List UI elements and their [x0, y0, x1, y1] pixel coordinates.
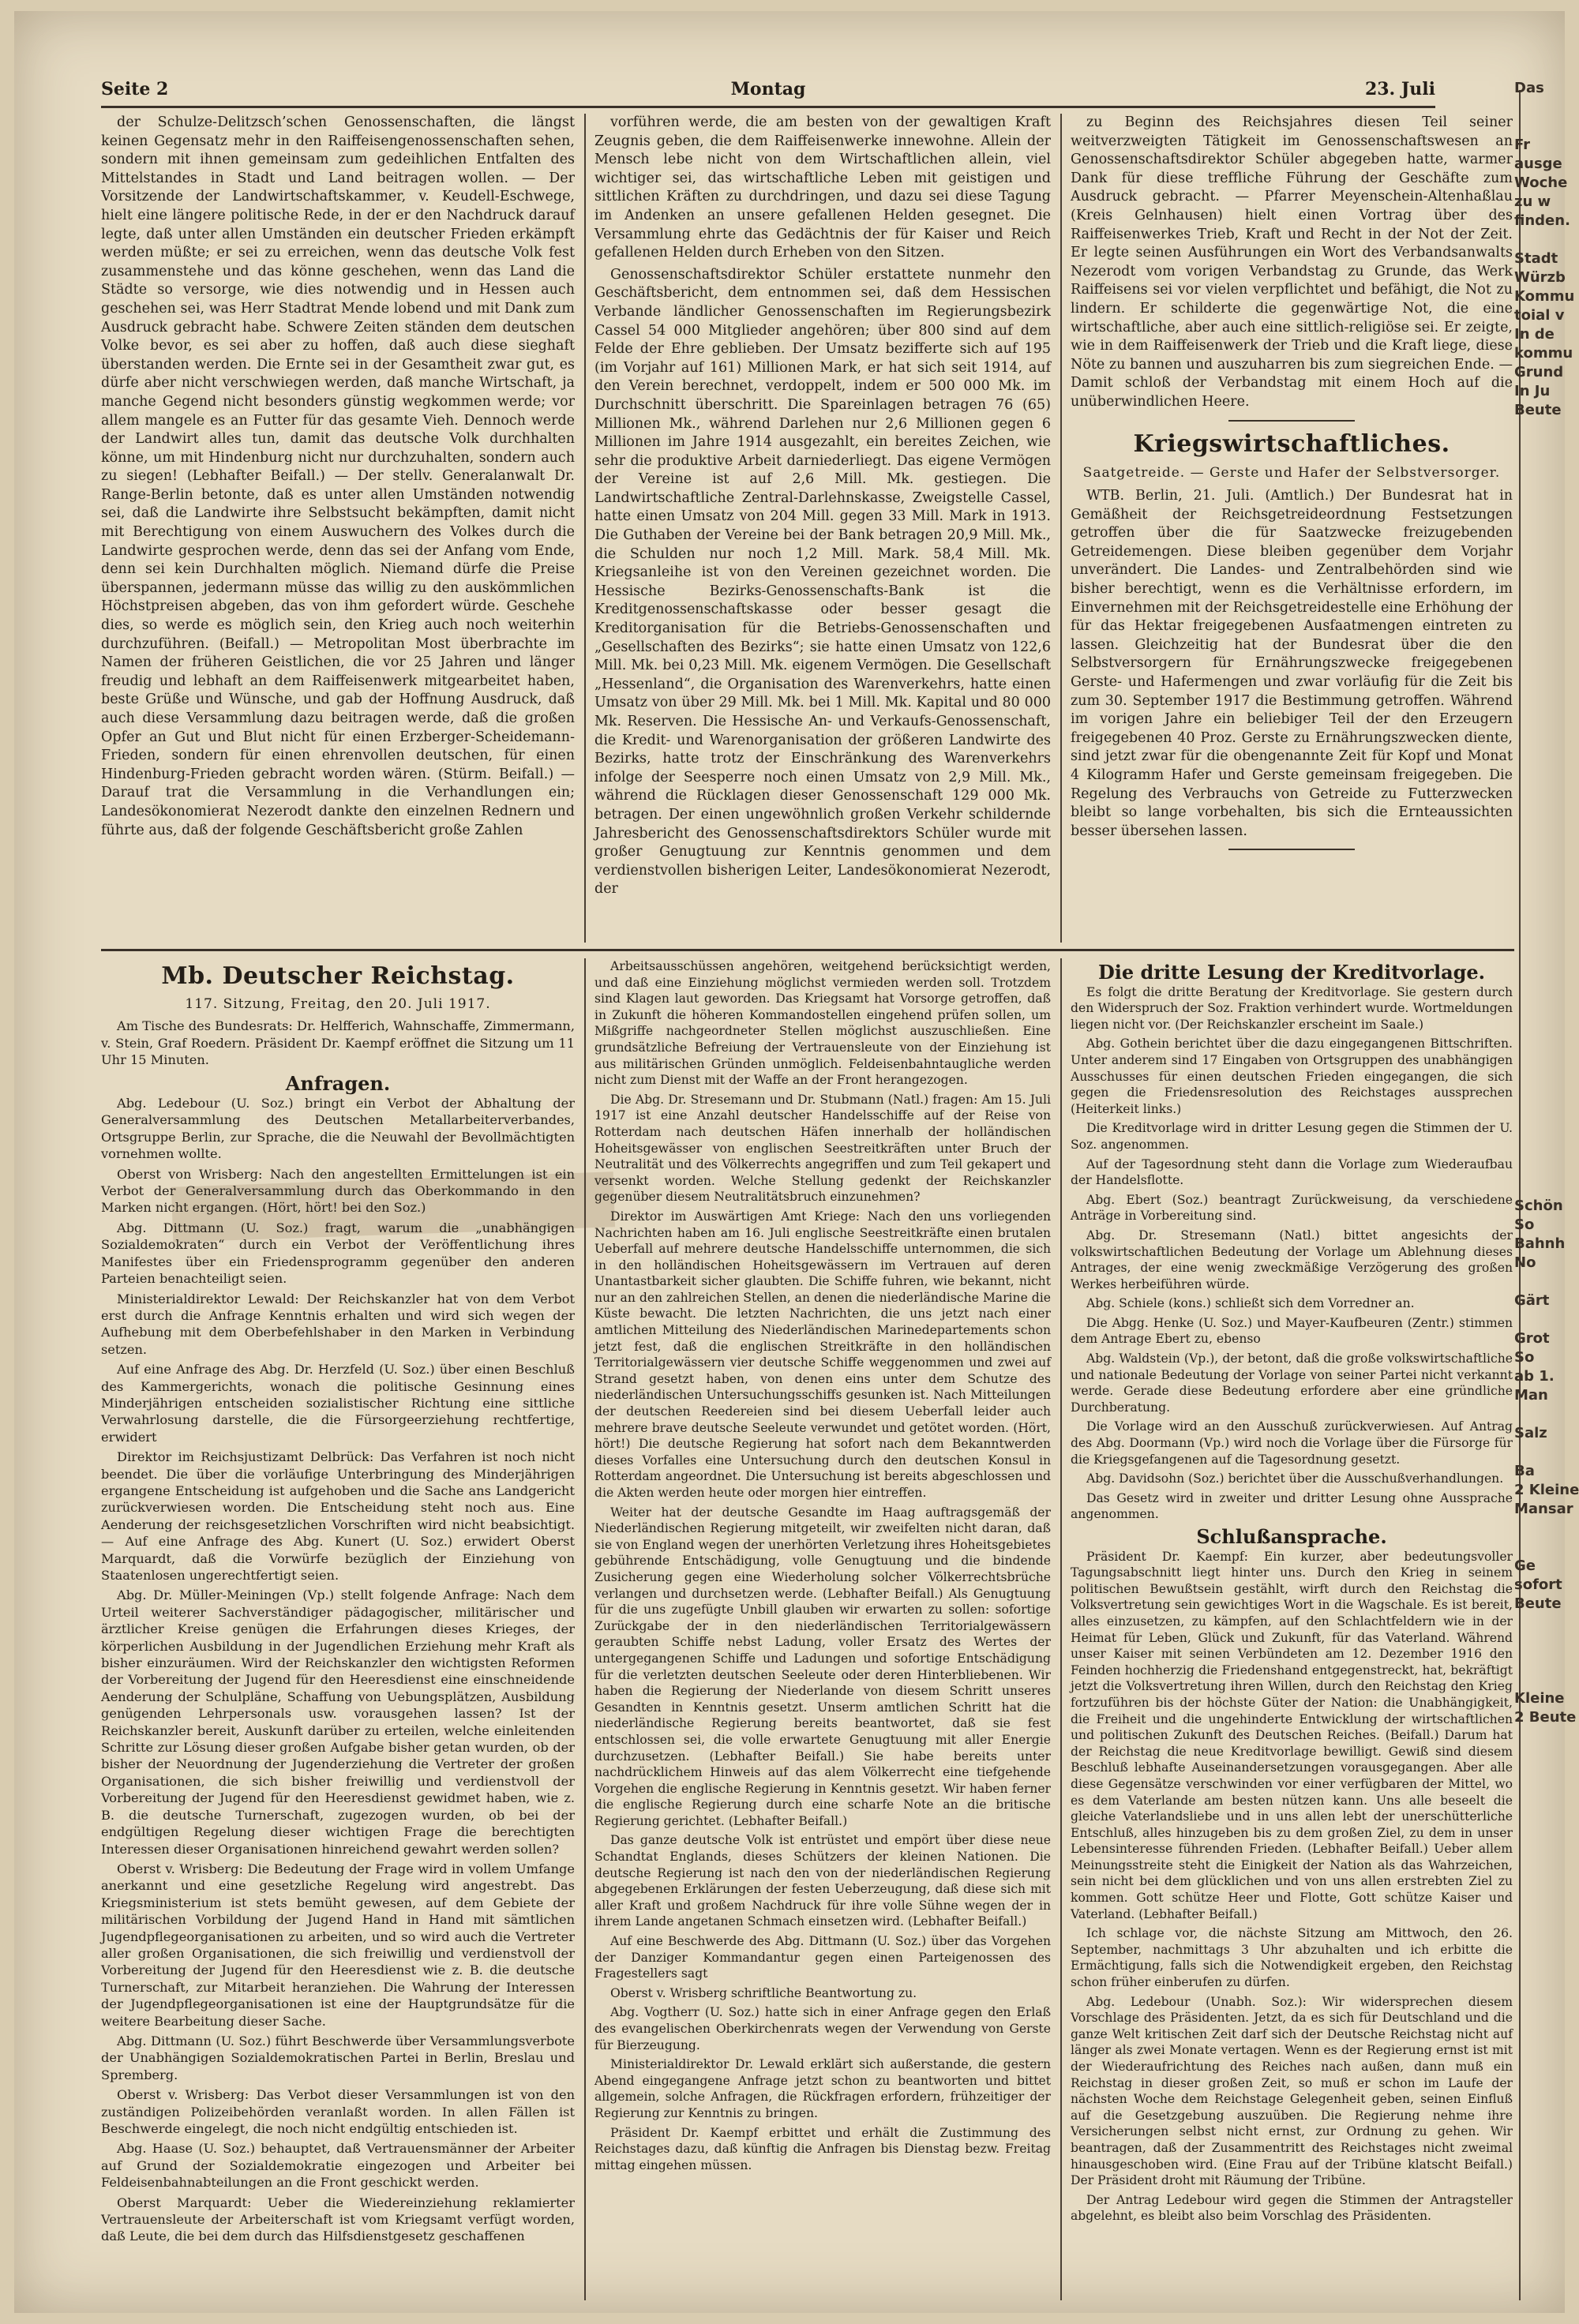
paragraph: Ministerialdirektor Lewald: Der Reichskanzler hat von dem Verbot erst durch die Anfrage Kenntnis erhalten und wird sich wegen der Aufhebung mit dem Oberbefehlshaber in den Marken in Verbindung setzen. [101, 1291, 575, 1357]
paragraph: WTB. Berlin, 21. Juli. (Amtlich.) Der Bundesrat hat in Gemäßheit der Reichsgetreideordnung Festsetzungen getroffen über die für Saatzwecke freizugebenden Getreidemengen. Diese bleiben gegenüber dem Vorjahr unverändert. Die Landes- und Zentralbehörden sind wie bisher berechtigt, wenn es die Verhältnisse erfordern, im Einvernehmen mit der Reichsgetreidestelle eine Erhöhung der für das Hektar freigegebenen Ausfaatmengen eintreten zu lassen. Gleichzeitig hat der Bundesrat über die den Selbstversorgern für Ernährungszwecke freigegebenen Gerste- und Hafermengen und zwar vorläufig für die Zeit bis zum 30. September 1917 die Bestimmung getroffen. Während im vorigen Jahre ein beliebiger Teil der den Erzeugern freigegebenen 40 Proz. Gerste zu Ernährungszwecken diente, sind jetzt zwar für die obengenannte Zeit für Kopf und Monat 4 Kilogramm Hafer und Gerste gemeinsam freigegeben. Die Regelung des Verbrauchs von Getreide zu Futterzwecken bleibt so lange vorbehalten, bis sich die Ernteaussichten besser übersehen lassen. [1071, 488, 1513, 839]
reichstag-title: Mb. Deutscher Reichstag. [161, 962, 515, 990]
paragraph: Arbeitsausschüssen angehören, weitgehend berücksichtigt werden, und daß eine Einziehung möglichst vermieden werden soll. Trotzdem sind Klagen laut geworden. Das Kriegsamt hat Vorsorge getroffen, daß in Zukunft die höheren Kommandostellen eingehend prüfen sollen, um Mißgriffe nachgeordneter Stellen möglichst auszuschließen. Eine grundsätzliche Befreiung der Vertrauensleute von der Einziehung ist aus militärischen Gründen unmöglich. Feldeisenbahntaugliche werden nicht zum Dienst mit der Waffe an der Front herangezogen. [594, 959, 1051, 1088]
paragraph: Abg. Dittmann (U. Soz.) führt Beschwerde über Versammlungsverbote der Unabhängigen Sozialdemokratischen Partei in Berlin, Breslau und Spremberg. [101, 2033, 575, 2082]
paragraph: Abg. Davidsohn (Soz.) berichtet über die Ausschußverhandlungen. [1086, 1471, 1504, 1486]
paragraph: Der Antrag Ledebour wird gegen die Stimmen der Antragsteller abgelehnt, es bleibt also beim Vorschlag des Präsidenten. [1071, 2192, 1513, 2224]
paragraph: Abg. Haase (U. Soz.) behauptet, daß Vertrauensmänner der Arbeiter auf Grund der Sozialdemokratie eingezogen und Arbeiter bei Feldeisenbahnabteilungen an die Front geschickt werden. [101, 2141, 575, 2191]
column-a [101, 114, 575, 939]
section-rule [101, 949, 1514, 951]
paragraph: Die Abgg. Henke (U. Soz.) und Mayer-Kaufbeuren (Zentr.) stimmen dem Antrage Ebert zu, ebenso [1071, 1315, 1513, 1347]
kreditvorlage-title: Die dritte Lesung der Kreditvorlage. [1097, 961, 1486, 984]
paragraph: Genossenschaftsdirektor Schüler erstattete nunmehr den Geschäftsbericht, dem entnommen sei, daß dem Hessischen Verbande ländlicher Genossenschaften im Regierungsbezirk Cassel 54 000 Mitglieder angehören; über 800 sind auf dem Felde der Ehre geblieben. Der Umsatz bezifferte sich auf 195 (im Vorjahr auf 161) Millionen Mark, er hat sich seit 1914, auf den Verein berechnet, verdoppelt, indem er 500 000 Mk. im Durchschnitt überschritt. Die Spareinlagen betragen 76 (65) Millionen Mk., während Darlehen nur 2,6 Millionen gegen 6 Millionen im Jahre 1914 ausgezahlt, ein bereites Zeichen, wie sehr die produktive Arbeit darniederliegt. Das eigene Vermögen der Vereine ist auf 2,6 Mill. Mk. gestiegen. Die Landwirtschaftliche Zentral-Darlehnskasse, Zweigstelle Cassel, hatte einen Umsatz von 204 Mill. gegen 33 Mill. Mark in 1913. Die Guthaben der Vereine bei der Bank betragen 20,9 Mill. Mk., die Schulden nur noch 1,2 Mill. Mark. 58,4 Mill. Mk. Kriegsanleihe ist von den Vereinen gezeichnet worden. Die Hessische Bezirks-Genossenschafts-Bank ist die Kreditgenossenschaftskasse oder besser gesagt die Kreditorganisation für die Betriebs-Genossenschaften und „Gesellschaften des Bezirks“; sie hatte einen Umsatz von 122,6 Mill. Mk. bei 0,23 Mill. Mk. eigenem Vermögen. Die Gesellschaft „Hessenland“, die Organisation des Warenverkehrs, hatte einen Umsatz von über 29 Mill. Mk. bei 1 Mill. Mk. Kapital und 80 000 Mk. Reserven. Die Hessische An- und Verkaufs-Genossenschaft, die Kredit- und Warenorganisation der größeren Landwirte des Bezirks, hatte trotz der Einschränkung des Warenverkehrs infolge der Seesperre noch einen Umsatz von 2,9 Mill. Mk., während die Rücklagen dieser Genossenschaft 129 000 Mk. betragen. Der einen ungewöhnlich großen Verkehr schildernde Jahresbericht des Genossenschaftsdirektors Schüler wurde mit großer Genugtuung zur Kenntnis genommen und dem verdienstvollen bisherigen Leiter, Landesökonomierat Nezerodt, der [594, 266, 1051, 898]
paragraph: Es folgt die dritte Beratung der Kreditvorlage. Sie gestern durch den Widerspruch der Soz. Fraktion verhindert wurde. Wortmeldungen liegen nicht vor. (Der Reichskanzler erscheint im Saale.) [1071, 984, 1513, 1032]
paragraph: Abg. Dr. Müller-Meiningen (Vp.) stellt folgende Anfrage: Nach dem Urteil weiterer Sachverständiger pädagogischer, militärischer und ärztlicher Kreise genügen die Erfahrungen dieses Krieges, der körperlichen Ausbildung in der Jugendlichen Erziehung mehr Kraft als bisher einzuräumen. Wird der Reichskanzler den wichtigsten Reformen der Vorbereitung der Jugend für den Heeresdienst eine einschneidende Aenderung der Schulpläne, Schaffung von Uebungsplätzen, Ausbildung genügenden Lehrpersonals usw. vorausgehen lassen? Ist der Reichskanzler bereit, Auskunft darüber zu erteilen, welche einleitenden Schritte zur Lösung dieser großen Aufgabe bisher getan wurden, ob der bisher der Neuordnung der Jugenderziehung die Vertreter der großen Organisationen, die sich bisher freiwillig und verdienstvoll der Vorbereitung der Jugend für den Heeresdienst gewidmet haben, wie z. B. die deutsche Turnerschaft, zugezogen wurden, ob bei der endgültigen Regelung dieser wichtigen Frage die berechtigten Interessen dieser Organisationen hinreichend gewahrt werden sollen? [101, 1587, 575, 1857]
day-name: Montag [730, 79, 806, 99]
column-rule [584, 114, 586, 943]
column-b [594, 114, 1051, 939]
column-f [1071, 958, 1513, 2300]
paragraph: Oberst v. Wrisberg schriftliche Beantwortung zu. [610, 1985, 917, 2000]
section-subtitle: Saatgetreide. — Gerste und Hafer der Selbstversorger. [1082, 464, 1501, 481]
paragraph: Auf der Tagesordnung steht dann die Vorlage zum Wiederaufbau der Handelsflotte. [1071, 1156, 1513, 1188]
paragraph: Direktor im Reichsjustizamt Delbrück: Das Verfahren ist noch nicht beendet. Die über die vorläufige Unterbringung des Minderjährigen ergangene Entscheidung ist aufgehoben und die Sache ans Landgericht zurückverwiesen worden. Die Entscheidung steht noch aus. Eine Aenderung der reichsgesetzlichen Vorschriften wird nicht beabsichtigt. — Auf eine Anfrage des Abg. Kunert (U. Soz.) erwidert Oberst Marquardt, daß die Vorwürfe bezüglich der Einziehung von Staatenlosen ungerechtfertigt seien. [101, 1449, 575, 1583]
paragraph: Das Gesetz wird in zweiter und dritter Lesung ohne Aussprache angenommen. [1071, 1490, 1513, 1522]
paragraph: Weiter hat der deutsche Gesandte im Haag auftragsgemäß der Niederländischen Regierung mitgeteilt, wir zweifelten nicht daran, daß sie von England wegen der unerhörten Verletzung ihres Hoheitsgebietes gebührende Entschädigung, volle Genugtuung und die bindende Zusicherung gegen eine Wiederholung solcher Völkerrechtsbrüche verlangen und durchsetzen werde. (Lebhafter Beifall.) Als Genugtuung für die uns zugefügte Unbill glauben wir erwarten zu sollen: sofortige Zurückgabe der in den niederländischen Territorialgewässern geraubten Schiffe nebst Ladung, voller Ersatz des Wertes der untergegangenen Schiffe und Ladungen und sofortige Entschädigung für die verletzten deutschen Seeleute oder deren Hinterbliebenen. Wir haben die Regierung der Niederlande von diesem Schritt unseres Gesandten in Kenntnis gesetzt. Unserm amtlichen Schritt hat die niederländische Regierung bereits beantwortet, daß sie fest entschlossen sei, die volle erwartete Genugtuung mit aller Energie durchzusetzen. (Lebhafter Beifall.) Sie habe bereits unter nachdrücklichem Hinweis auf das alem Völkerrecht eine tiefgehende Vorgehen die englische Regierung in Kenntnis gesetzt. Wir haben ferner die englische Regierung durch eine scharfe Note an die britische Regierung gerichtet. (Lebhafter Beifall.) [594, 1505, 1051, 1828]
paragraph: Ich schlage vor, die nächste Sitzung am Mittwoch, den 26. September, nachmittags 3 Uhr abzuhalten und ich erbitte die Ermächtigung, falls sich die Notwendigkeit ergeben, den Reichstag schon früher einberufen zu dürfen. [1071, 1926, 1513, 1990]
schlussansprache-title: Schlußansprache. [1196, 1525, 1387, 1548]
paragraph: Abg. Dr. Stresemann (Natl.) bittet angesichts der volkswirtschaftlichen Bedeutung der Vorlage um Ablehnung dieses Antrages, der eine wenig zweckmäßige Verzögerung des großen Werkes herbeiführen würde. [1071, 1228, 1513, 1291]
adjacent-page-fragments: Das Fr ausge Woche zu w finden. Stadt Würzb Kommu toial v In de kommu Grund In Ju Beute Schön So Bahnh No Gärt Grot So ab 1. Man Salz Ba 2 Kleine Mansar Ge sofort Beute Kleine 2 Beute [1514, 80, 1579, 1726]
paragraph: der Schulze-Delitzsch’schen Genossenschaften, die längst keinen Gegensatz mehr in den Raiffeisengenossenschaften sehen, sondern mit ihnen gemeinsam zum gedeihlichen Entfalten des Mittelstandes in Stadt und Land beitragen wollen. — Der Vorsitzende der Landwirtschaftskammer, v. Keudell-Eschwege, hielt eine längere politische Rede, in der er den Nachdruck darauf legte, daß unter allen Umständen ein deutscher Frieden erkämpft werden müßte; er sei zu erreichen, wenn das deutsche Volk fest zusammenstehe und das könne geschehen, wenn das Land die Städte so versorge, wie dies notwendig und in Hessen auch geschehen sei, was Herr Stadtrat Mende lobend und mit Dank zum Ausdruck gebracht habe. Schwere Zeiten ständen dem deutschen Volke bevor, es sei aber zu hoffen, daß auch diese sieghaft überstanden werden. Die Ernte sei in der Gesamtheit zwar gut, es dürfe aber nicht verschwiegen werden, daß manche Wirtschaft, ja manche Gegend nicht besonders günstig wegkommen werde; vor allem mangele es an Futter für das gesamte Vieh. Dennoch werde der Landwirt alles tun, damit das deutsche Volk durchhalten könne, um mit Hindenburg nicht nur durchzuhalten, sondern auch zu siegen! (Lebhafter Beifall.) — Der stellv. Generalanwalt Dr. Range-Berlin betonte, daß es unter allen Umständen notwendig sei, daß die Landwirte ihre Selbstsucht bekämpften, damit nicht mit Berechtigung von einem Auswuchern des Volkes durch die Landwirte gesprochen werde, denn das sei der Anfang vom Ende, denn sei kein Durchhalten möglich. Niemand dürfe die Preise überspannen, jedermann müsse das willig zu den auskömmlichen Höchstpreisen abgeben, das von ihm gefordert würde. Geschehe dies, so werde es möglich sein, den Krieg auch noch weiterhin durchzuführen. (Beifall.) — Metropolitan Most überbrachte im Namen der früheren Geistlichen, die vor 25 Jahren und länger freudig und lebhaft an dem Raiffeisenwerk mitgearbeitet haben, beste Grüße und Wünsche, und gab der Hoffnung Ausdruck, daß auch diese Versammlung dazu beitragen werde, daß die großen Opfer an Gut und Blut nicht für einen Erzberger-Scheidemann-Frieden, sondern für einen ehrenvollen deutschen, für einen Hindenburg-Frieden gebracht worden wären. (Stürm. Beifall.) — Darauf trat die Versammlung in die Verhandlungen ein; Landesökonomierat Nezerodt dankte den einzelnen Rednern und führte aus, daß der folgende Geschäftsbericht große Zahlen [101, 114, 575, 838]
paragraph: vorführen werde, die am besten von der gewaltigen Kraft Zeugnis geben, die dem Raiffeisenwerke innewohne. Allein der Mensch lebe nicht von dem Wirtschaftlichen allein, viel wichtiger sei, das wirtschaftliche Leben mit geistigen und sittlichen Kräften zu durchdringen, und dazu sei diese Tagung im Andenken an unsere gefallenen Helden gesegnet. Die Versammlung ehrte das Gedächtnis der für Kaiser und Reich gefallenen Helden durch Erheben von den Sitzen. [594, 114, 1051, 261]
divider [1228, 849, 1355, 850]
paragraph: Oberst v. Wrisberg: Das Verbot dieser Versammlungen ist von den zuständigen Polizeibehörden veranlaßt worden. In allen Fällen ist Beschwerde eingelegt, die noch nicht endgültig entschieden ist. [101, 2087, 575, 2136]
divider [1228, 420, 1355, 422]
paragraph: Direktor im Auswärtigen Amt Kriege: Nach den uns vorliegenden Nachrichten haben am 16. Juli englische Seestreitkräfte einen brutalen Ueberfall auf mehrere deutsche Handelsschiffe unternommen, die sich in den holländischen Hoheitsgewässern im Vertrauen auf deren Unantastbarkeit sicher glaubten. Die Schiffe fuhren, wie bekannt, nicht nur an den zahlreichen Stellen, an denen die niederländische Marine die Küste bewacht. Die letzten Nachrichten, die uns jetzt nach einer amtlichen Mitteilung des Niederländischen Marinedepartements schon jetzt fest, daß die englischen Streitkräfte in den holländischen Territorialgewässern vier deutsche Schiffe weggenommen und zwei auf Strand gesetzt haben, von denen eins unter dem Schutze des niederländischen Untersuchungsschiffs gesunken ist. Nach Mitteilungen der deutschen Reedereien sind bei diesem Ueberfall leider auch mehrere brave deutsche Seeleute verwundet und getötet worden. (Hört, hört!) Die deutsche Regierung hat sofort nach dem Bekanntwerden dieses Vorfalles eine Untersuchung durch den deutschen Konsul in Rotterdam angeordnet. Die Untersuchung ist bereits abgeschlossen und die Akten werden heute oder morgen hier eintreffen. [594, 1209, 1051, 1500]
page-number: Seite 2 [101, 79, 169, 99]
paragraph: Abg. Ledebour (Unabh. Soz.): Wir widersprechen diesem Vorschlage des Präsidenten. Jetzt, da es sich für Deutschland und die ganze Welt kritischen Zeit darf sich der Deutsche Reichstag nicht auf länger als zwei Monate vertagen. Wenn es der Regierung ernst ist mit der Wiederaufrichtung des Reiches nach außen, dann muß ein Reichstag in dieser großen Zeit, so muß er schon im Laufe der nächsten Woche dem Reichstage Gelegenheit geben, seinen Einfluß auf die Gesetzgebung auszuüben. Die Regierung nehme ihre Versicherungen selbst nicht ernst, zur Ordnung zu gehen. Wir beantragen, daß der Zusammentritt des Reichstages nicht zweimal hinausgeschoben wird. (Eine Frau auf der Tribüne klatscht Beifall.) Der Präsident droht mit Räumung der Tribüne. [1071, 1994, 1513, 2188]
paragraph: Ministerialdirektor Dr. Lewald erklärt sich außerstande, die gestern Abend eingegangene Anfrage jetzt schon zu beantworten und bittet allgemein, solche Anfragen, die Rückfragen erfordern, frühzeitiger der Regierung zur Kenntnis zu bringen. [594, 2057, 1051, 2120]
paragraph: Abg. Ledebour (U. Soz.) bringt ein Verbot der Abhaltung der Generalversammlung des Deutschen Metallarbeiterverbandes, Ortsgruppe Berlin, zur Sprache, die die Neuwahl der Bevollmächtigten vornehmen wollte. [101, 1096, 575, 1162]
paragraph: Abg. Dittmann (U. Soz.) fragt, warum die „unabhängigen Sozialdemokraten“ durch ein Verbot der Veröffentlichung ihres Manifestes über ein Friedensprogramm gegenüber den anderen Parteien benachteiligt seien. [101, 1220, 575, 1287]
column-d [101, 958, 575, 2300]
paragraph: Abg. Schiele (kons.) schließt sich dem Vorredner an. [1086, 1296, 1415, 1311]
anfragen-title: Anfragen. [285, 1071, 391, 1095]
paragraph: Abg. Ebert (Soz.) beantragt Zurückweisung, da verschiedene Anträge in Vorbereitung sind. [1071, 1192, 1513, 1224]
newspaper-page [14, 11, 1579, 2313]
paragraph: Oberst v. Wrisberg: Die Bedeutung der Frage wird in vollem Umfange anerkannt und eine gesetzliche Regelung wird angestrebt. Das Kriegsministerium ist stets bemüht gewesen, auf dem Gebiete der militärischen Vorbildung der Jugend Hand in Hand mit sämtlichen Jugendpflegeorganisationen zu arbeiten, und so wird auch die Vertreter aller großen Organisationen, die sich freiwillig und verdienstvoll der Vorbereitung der Jugend für den Heeresdienst wie z. B. die deutsche Turnerschaft, zur Mitarbeit heranziehen. Die Wahrung der Interessen der Jugendpflegeorganisationen ist eine der Hauptgrundsätze für die weitere Bearbeitung dieser Sache. [101, 1861, 575, 2029]
paragraph: zu Beginn des Reichsjahres diesen Teil seiner weitverzweigten Tätigkeit im Genossenschaftswesen an Genossenschaftsdirektor Schüler abgegeben hatte, warmer Dank für diese treffliche Führung der Geschäfte zum Ausdruck gebracht. — Pfarrer Meyenschein-Altenhaßlau (Kreis Gelnhausen) hielt einen Vortrag über des Raiffeisenwerkes Trieb, Kraft und Recht in der Not der Zeit. Er legte seinen Ausführungen ein Wort des Verbandsanwalts Nezerodt vom vorigen Verbandstag zu Grunde, das Werk Raiffeisens sei vor vielen verpflichtet und befähigt, die Not zu lindern. Er schilderte die gegenwärtige Not, die eine wirtschaftliche, aber auch eine sittlich-religiöse sei. Er zeigte, wie in dem Raiffeisenwerk der Trieb und die Kraft liege, diese Nöte zu bannen und auszuharren bis zum siegreichen Ende. — Damit schloß der Verbandstag mit einem Hoch auf die unüberwindlichen Heere. [1071, 114, 1513, 410]
paragraph: Am Tische des Bundesrats: Dr. Helfferich, Wahnschaffe, Zimmermann, v. Stein, Graf Roedern. Präsident Dr. Kaempf eröffnet die Sitzung um 11 Uhr 15 Minuten. [101, 1018, 575, 1068]
page-header [101, 74, 1435, 108]
paragraph: Die Vorlage wird an den Ausschuß zurückverwiesen. Auf Antrag des Abg. Doormann (Vp.) wird noch die Vorlage über die Fürsorge für die Kriegsgefangenen auf die Tagesordnung gesetzt. [1071, 1419, 1513, 1467]
paragraph: Auf eine Anfrage des Abg. Dr. Herzfeld (U. Soz.) über einen Beschluß des Kammergerichts, wonach die politische Gesinnung eines Minderjährigen entscheiden sozialistischer Richtung eine sittliche Verwahrlosung darstelle, die die Fürsorgeerziehung rechtfertige, erwidert [101, 1362, 575, 1445]
paragraph: Präsident Dr. Kaempf erbittet und erhält die Zustimmung des Reichstages dazu, daß künftig die Anfragen bis Dienstag bezw. Freitag mittag eingehen müssen. [594, 2125, 1051, 2172]
paragraph: Die Abg. Dr. Stresemann und Dr. Stubmann (Natl.) fragen: Am 15. Juli 1917 ist eine Anzahl deutscher Handelsschiffe auf der Reise von Rotterdam nach deutschen Häfen innerhalb der holländischen Hoheitsgewässer von englischen Seestreitkräften unter Bruch der Neutralität und des Völkerrechts angegriffen und zum Teil gekapert und versenkt worden. Welche Stellung gedenkt der Reichskanzler gegenüber diesem Neutralitätsbruch einzunehmen? [594, 1092, 1051, 1205]
session-line: 117. Sitzung, Freitag, den 20. Juli 1917. [185, 996, 491, 1012]
column-rule [584, 958, 586, 2300]
paragraph: Die Kreditvorlage wird in dritter Lesung gegen die Stimmen der U. Soz. angenommen. [1071, 1121, 1513, 1152]
paragraph: Auf eine Beschwerde des Abg. Dittmann (U. Soz.) über das Vorgehen der Danziger Kommandantur gegen einen Parteigenossen des Fragestellers sagt [594, 1934, 1051, 1981]
column-rule [1060, 114, 1062, 943]
paragraph: Präsident Dr. Kaempf: Ein kurzer, aber bedeutungsvoller Tagungsabschnitt liegt hinter uns. Durch den Krieg in seinem politischen Bewußtsein gestählt, wirft durch den Reichstag die Volksvertretung sein gewichtiges Wort in die Wagschale. Es ist bereit, alles einzusetzen, zu kämpfen, auf den Schlachtfeldern wie in der Heimat für Leben, Glück und Zukunft, für das Vaterland. Während unser Kaiser mit seinen Verbündeten am 12. Dezember 1916 den Feinden hochherzig die Friedenshand entgegenstreckt, hat, bekräftigt jetzt die Volksvertretung ihren Willen, durch den Reichstag den Krieg fortzuführen bis der höchste Güter der Nation: die Unabhängigkeit, die Freiheit und die ungehinderte Entwicklung der wirtschaftlichen und politischen Zukunft des Deutschen Reiches. (Beifall.) Darum hat der Reichstag die neue Kreditvorlage bewilligt. Gewiß sind diesem Beschluß lebhafte Auseinandersetzungen vorausgegangen. Aber alle diese Gegensätze verschwinden vor einer verfügbaren der Mittel, wo es dem Vaterlande am besten nützen kann. Uns alle beseelt die gleiche Vaterlandsliebe und in uns allen lebt der unerschütterliche Entschluß, alles hinzugeben bis zu dem großen Ziel, zu dem in unser Lebensinteresse führenden Frieden. (Lebhafter Beifall.) Ueber allem Meinungsstreite steht die Einigkeit der Nation als das Wahrzeichen, sein nicht bei dem glücklichen und von uns allen erstrebten Ziel zu kommen. Gott schütze Heer und Flotte, Gott schütze Kaiser und Vaterland. (Lebhafter Beifall.) [1071, 1549, 1513, 1921]
paragraph: Abg. Vogtherr (U. Soz.) hatte sich in einer Anfrage gegen den Erlaß des evangelischen Oberkirchenrats wegen der Verwendung von Gerste für Bierzeugung. [594, 2005, 1051, 2052]
column-rule [1060, 958, 1062, 2300]
issue-date: 23. Juli [1364, 79, 1435, 99]
section-title-kriegswirtschaftliches: Kriegswirtschaftliches. [1133, 429, 1450, 458]
column-c [1071, 114, 1513, 939]
paragraph: Das ganze deutsche Volk ist entrüstet und empört über diese neue Schandtat Englands, dieses Schützers der kleinen Nationen. Die deutsche Regierung ist nach den von der niederländischen Regierung abgegebenen Erklärungen der festen Ueberzeugung, daß diese sich mit aller Kraft und großem Nachdruck für ihre volle Sühne wegen der in ihrem Lande angetanen Schmach einsetzen wird. (Lebhafter Beifall.) [594, 1833, 1051, 1929]
paragraph: Oberst von Wrisberg: Nach den angestellten Ermittelungen ist ein Verbot der Generalversammlung durch das Oberkommando in den Marken nicht ergangen. (Hört, hört! bei den Soz.) [101, 1166, 575, 1216]
column-e [594, 958, 1051, 2300]
paragraph: Abg. Gothein berichtet über die dazu eingegangenen Bittschriften. Unter anderem sind 17 Eingaben von Ortsgruppen des unabhängigen Ausschusses für einen deutschen Frieden eingegangen, die sich gegen die Friedensresolution des Reichstages aussprechen (Heiterkeit links.) [1071, 1036, 1513, 1116]
paragraph: Oberst Marquardt: Ueber die Wiedereinziehung reklamierter Vertrauensleute der Arbeiterschaft ist vom Kriegsamt verfügt worden, daß Leute, die bei dem durch das Hilfsdienstgesetz geschaffenen [101, 2195, 575, 2244]
paragraph: Abg. Waldstein (Vp.), der betont, daß die große volkswirtschaftliche und nationale Bedeutung der Vorlage von seiner Partei nicht verkannt werde. Gerade diese Bedeutung erfordere aber eine gründliche Durchberatung. [1071, 1351, 1513, 1415]
